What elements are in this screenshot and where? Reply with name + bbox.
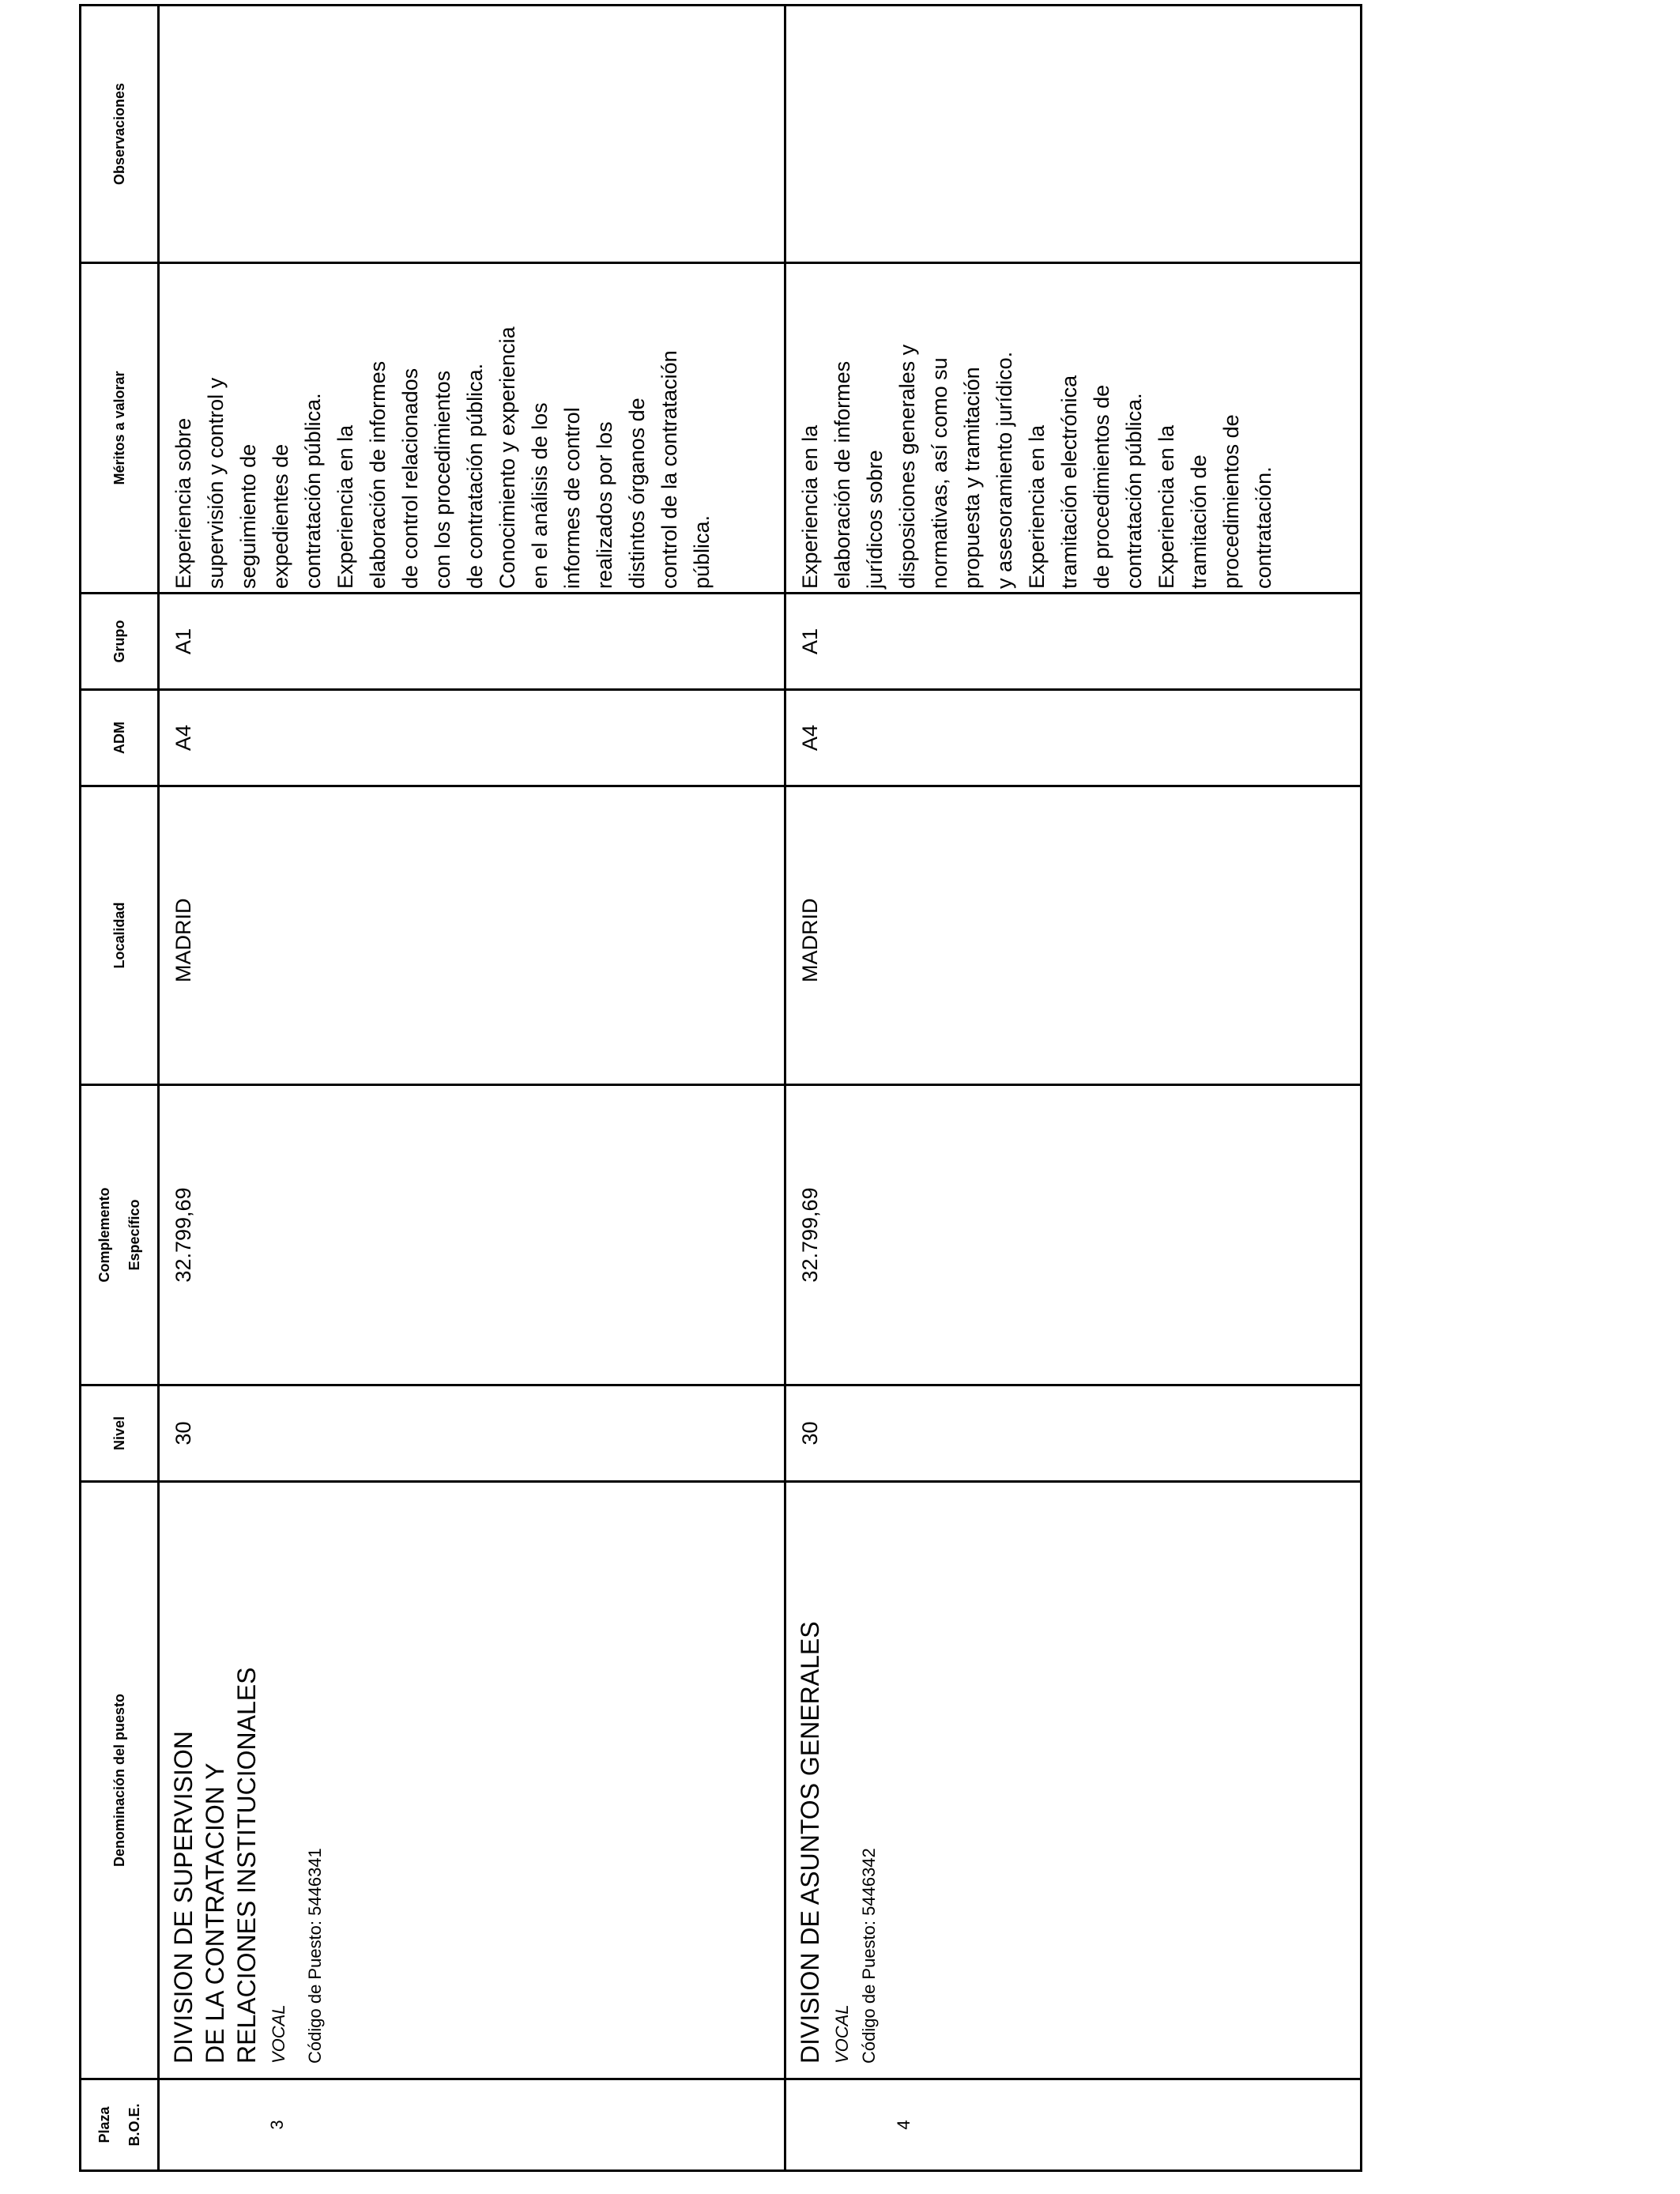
merit-line: Experiencia en la	[1025, 424, 1049, 589]
merit-line: control de la contratación	[657, 350, 681, 589]
adm-value: A4	[171, 724, 195, 752]
position-code: Código de Puesto: 5446341	[305, 1848, 325, 2064]
meritos-list	[160, 264, 718, 592]
merit-line: procedimientos de	[1219, 414, 1243, 589]
merit-line: elaboración de informes	[831, 360, 854, 589]
division-line: DIVISION DE SUPERVISION	[169, 1731, 198, 2064]
merit-line: elaboración de informes	[366, 360, 390, 589]
division-line: DE LA CONTRATACION Y	[201, 1762, 229, 2064]
merit-line: Experiencia en la	[1155, 424, 1178, 589]
grupo-value: A1	[171, 628, 195, 655]
merit-line: Conocimiento y experiencia	[495, 326, 519, 589]
table-row	[159, 6, 785, 2171]
plaza-cell	[159, 2079, 785, 2171]
header-row	[81, 6, 159, 2171]
merit-line: contratación pública.	[301, 393, 325, 589]
header-localidad: Localidad	[81, 786, 159, 1085]
merit-line: con los procedimientos	[431, 370, 454, 589]
denominacion-cell	[159, 1482, 785, 2079]
division-line: RELACIONES INSTITUCIONALES	[232, 1667, 261, 2064]
localidad-cell	[159, 786, 785, 1085]
grupo-value: A1	[798, 628, 822, 655]
header-observaciones: Observaciones	[81, 6, 159, 263]
merit-line: propuesta y tramitación	[960, 367, 984, 589]
header-denominacion: Denominación del puesto	[81, 1482, 159, 2079]
merit-line: disposiciones generales y	[895, 344, 919, 589]
merit-line: supervisión y control y	[204, 377, 228, 589]
merit-line: normativas, así como su	[928, 357, 951, 589]
header-nivel: Nivel	[81, 1385, 159, 1482]
denominacion-cell	[785, 1482, 1362, 2079]
division-name	[794, 1491, 826, 2064]
header-adm: ADM	[81, 690, 159, 786]
localidad-value: MADRID	[798, 898, 822, 982]
division-line: DIVISION DE ASUNTOS GENERALES	[796, 1621, 824, 2064]
merit-line: Experiencia sobre	[171, 417, 195, 589]
position-code: Código de Puesto: 5446342	[859, 1848, 879, 2064]
merit-line: jurídicos sobre	[863, 450, 887, 589]
complemento-cell	[785, 1085, 1362, 1385]
table-row	[785, 6, 1362, 2171]
merit-line: pública.	[690, 515, 714, 589]
merit-line: seguimiento de	[236, 443, 260, 589]
plaza-number: 3	[267, 2120, 287, 2130]
merit-line: tramitación de	[1187, 454, 1211, 589]
merit-line: informes de control	[560, 407, 584, 589]
localidad-value: MADRID	[171, 898, 195, 982]
grupo-cell	[159, 594, 785, 690]
header-meritos: Méritos a valorar	[81, 263, 159, 594]
merit-line: contratación.	[1252, 466, 1275, 589]
nivel-cell	[785, 1385, 1362, 1482]
meritos-cell	[785, 263, 1362, 594]
meritos-cell	[159, 263, 785, 594]
merit-line: de contratación pública.	[463, 363, 487, 589]
merit-line: de procedimientos de	[1090, 384, 1113, 589]
position-title: VOCAL	[269, 2004, 288, 2064]
merit-line: expedientes de	[269, 443, 292, 589]
adm-cell	[785, 690, 1362, 786]
plaza-number: 4	[894, 2120, 913, 2130]
merit-line: en el análisis de los	[528, 402, 552, 589]
complemento-value: 32.799,69	[171, 1187, 195, 1283]
nivel-cell	[159, 1385, 785, 1482]
complemento-value: 32.799,69	[798, 1187, 822, 1283]
position-title: VOCAL	[832, 2004, 852, 2064]
merit-line: Experiencia en la	[333, 424, 357, 589]
observaciones-cell	[785, 6, 1362, 263]
complemento-cell	[159, 1085, 785, 1385]
rotated-table-page	[79, 6, 1358, 2172]
adm-cell	[159, 690, 785, 786]
merit-line: y asesoramiento jurídico.	[993, 351, 1016, 589]
merit-line: contratación pública.	[1122, 393, 1146, 589]
merit-line: Experiencia en la	[798, 424, 822, 589]
header-plaza: Plaza B.O.E.	[81, 2079, 159, 2171]
nivel-value: 30	[171, 1421, 195, 1446]
grupo-cell	[785, 594, 1362, 690]
nivel-value: 30	[798, 1421, 822, 1446]
vacancy-table	[79, 4, 1362, 2172]
meritos-list	[786, 264, 1280, 592]
localidad-cell	[785, 786, 1362, 1085]
plaza-cell	[785, 2079, 1362, 2171]
header-complemento: Complemento Específico	[81, 1085, 159, 1385]
division-name	[168, 1491, 262, 2064]
merit-line: realizados por los	[593, 421, 616, 589]
adm-value: A4	[798, 724, 822, 752]
merit-line: tramitación electrónica	[1057, 375, 1081, 589]
observaciones-cell	[159, 6, 785, 263]
merit-line: distintos órganos de	[625, 398, 649, 589]
header-grupo: Grupo	[81, 594, 159, 690]
merit-line: de control relacionados	[398, 368, 422, 589]
